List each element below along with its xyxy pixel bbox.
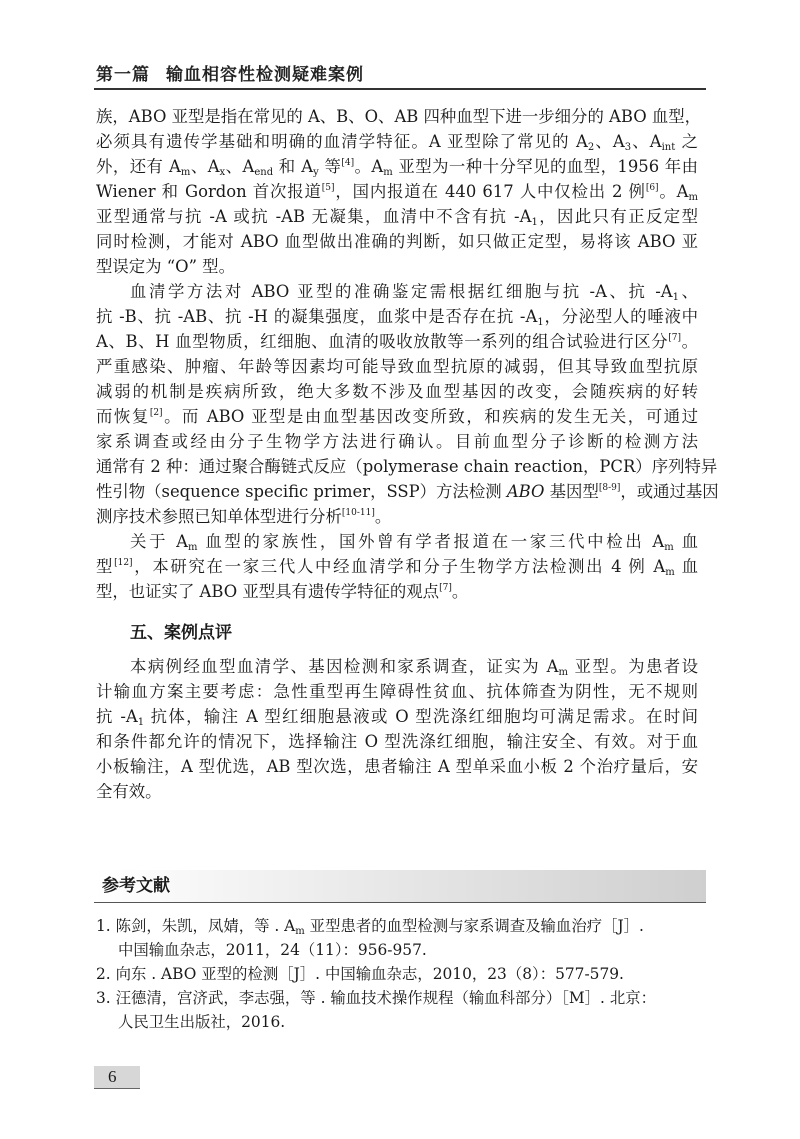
p4-line-6: 全有效。	[96, 782, 162, 801]
citation: [10-11]	[341, 508, 375, 518]
p1-line-3: 外，还有 $A_m$、$A_x$、$A_{end}$ 和 $A_y$ 等[4]。$A_m$ 亚型为一种十分罕见的血型，1956 年由	[96, 157, 699, 178]
reference-item-continuation: 人民卫生出版社，2016.	[118, 1013, 286, 1031]
p4-line-1: 本病例经血型血清学、基因检测和家系调查，证实为 $A_m$ 亚型。为患者设	[130, 657, 698, 678]
p3-line-1: 关于 $A_m$ 血型的家族性，国外曾有学者报道在一家三代中检出 $A_m$ 血	[130, 532, 698, 553]
citation: [4]	[341, 158, 355, 168]
p2-line-8: 通常有 2 种：通过聚合酶链式反应（polymerase chain reaction，PCR）序列特异	[96, 457, 718, 476]
p2-line-7: 家系调查或经由分子生物学方法进行确认。目前血型分子诊断的检测方法	[96, 432, 698, 451]
references-title: 参考文献	[102, 876, 170, 896]
p2-line-3: A、B、H 血型物质，红细胞、血清的吸收放散等一系列的组合试验进行区分[7]。	[96, 332, 699, 351]
p3-line-2: 型[12]，本研究在一家三代人中经血清学和分子生物学方法检测出 4 例 $A_m$ 血	[96, 557, 698, 578]
citation: [7]	[439, 583, 452, 593]
p1-line-2: 必须具有遗传学基础和明确的血清学特征。A 亚型除了常见的 $A_2$、$A_3$、$A_{int}$ 之	[96, 132, 699, 153]
p2-line-1: 血清学方法对 ABO 亚型的准确鉴定需根据红细胞与抗 -A、抗 $-A_1$、	[130, 282, 699, 303]
header-rule	[94, 88, 706, 90]
p1-line-5: 亚型通常与抗 -A 或抗 -AB 无凝集，血清中不含有抗 $-A_1$，因此只有正反定型	[96, 207, 698, 228]
p3-line-3: 型，也证实了 ABO 亚型具有遗传学特征的观点[7]。	[96, 582, 469, 601]
citation: [2]	[149, 408, 163, 418]
section-heading: 五、案例点评	[130, 623, 232, 643]
p4-line-5: 小板输注，A 型优选，AB 型次选，患者输注 A 型单采血小板 2 个治疗量后，安	[96, 757, 698, 776]
header-title: 输血相容性检测疑难案例	[166, 65, 364, 85]
p4-line-3: 抗 $-A_1$ 抗体，输注 A 型红细胞悬液或 O 型洗涤红细胞均可满足需求。在时间	[96, 707, 699, 728]
p2-line-2: 抗 -B、抗 -AB、抗 -H 的凝集强度，血浆中是否存在抗 $-A_1$，分泌型人的唾液中	[96, 307, 698, 328]
p4-line-2: 计输血方案主要考虑：急性重型再生障碍性贫血、抗体筛查为阴性，无不规则	[96, 682, 698, 701]
citation: [7]	[668, 333, 681, 343]
running-header	[96, 60, 706, 85]
p2-line-5: 减弱的机制是疾病所致，绝大多数不涉及血型基因的改变，会随疾病的好转	[96, 382, 698, 401]
citation: [8-9]	[598, 483, 621, 493]
reference-item: 3. 汪德清，宫济武，李志强，等 . 输血技术操作规程（输血科部分）［M］. 北京：	[96, 989, 657, 1007]
main-text	[96, 104, 719, 804]
p2-line-6: 而恢复[2]。而 ABO 亚型是由血型基因改变所致，和疾病的发生无关，可通过	[96, 407, 698, 426]
reference-item: 1. 陈剑，朱凯，凤婧，等 . $A_m$ 亚型患者的血型检测与家系调查及输血治疗［J］.	[96, 917, 644, 937]
citation: [12]	[114, 558, 133, 568]
p2-line-9: 性引物（sequence specific primer，SSP）方法检测 ABO 基因型[8-9]，或通过基因	[96, 482, 719, 501]
citation: [5]	[321, 183, 335, 193]
references-heading-band	[94, 870, 706, 903]
reference-list	[96, 914, 698, 1034]
page-number-box	[94, 1066, 140, 1089]
p2-line-10: 测序技术参照已知单体型进行分析[10-11]。	[96, 507, 392, 526]
p1-line-7: 型误定为 “O” 型。	[96, 257, 235, 276]
page-number: 6	[108, 1067, 117, 1086]
reference-item-continuation: 中国输血杂志，2011，24（11）：956-957.	[118, 941, 427, 959]
p2-line-4: 严重感染、肿瘤、年龄等因素均可能导致血型抗原的减弱，但其导致血型抗原	[96, 357, 698, 376]
citation: [6]	[645, 183, 659, 193]
p1-line-6: 同时检测，才能对 ABO 血型做出准确的判断，如只做正定型，易将该 ABO 亚	[96, 232, 698, 251]
p1-line-4: Wiener 和 Gordon 首次报道[5]，国内报道在 440 617 人中仅检出 2 例[6]。$A_m$	[96, 182, 698, 203]
reference-item: 2. 向东 . ABO 亚型的检测［J］. 中国输血杂志，2010，23（8）：577-579.	[96, 965, 624, 983]
p1-line-1: 族，ABO 亚型是指在常见的 A、B、O、AB 四种血型下进一步细分的 ABO 血型，	[96, 107, 702, 126]
header-part: 第一篇	[96, 65, 150, 85]
p4-line-4: 和条件都允许的情况下，选择输注 O 型洗涤红细胞，输注安全、有效。对于血	[96, 732, 698, 751]
